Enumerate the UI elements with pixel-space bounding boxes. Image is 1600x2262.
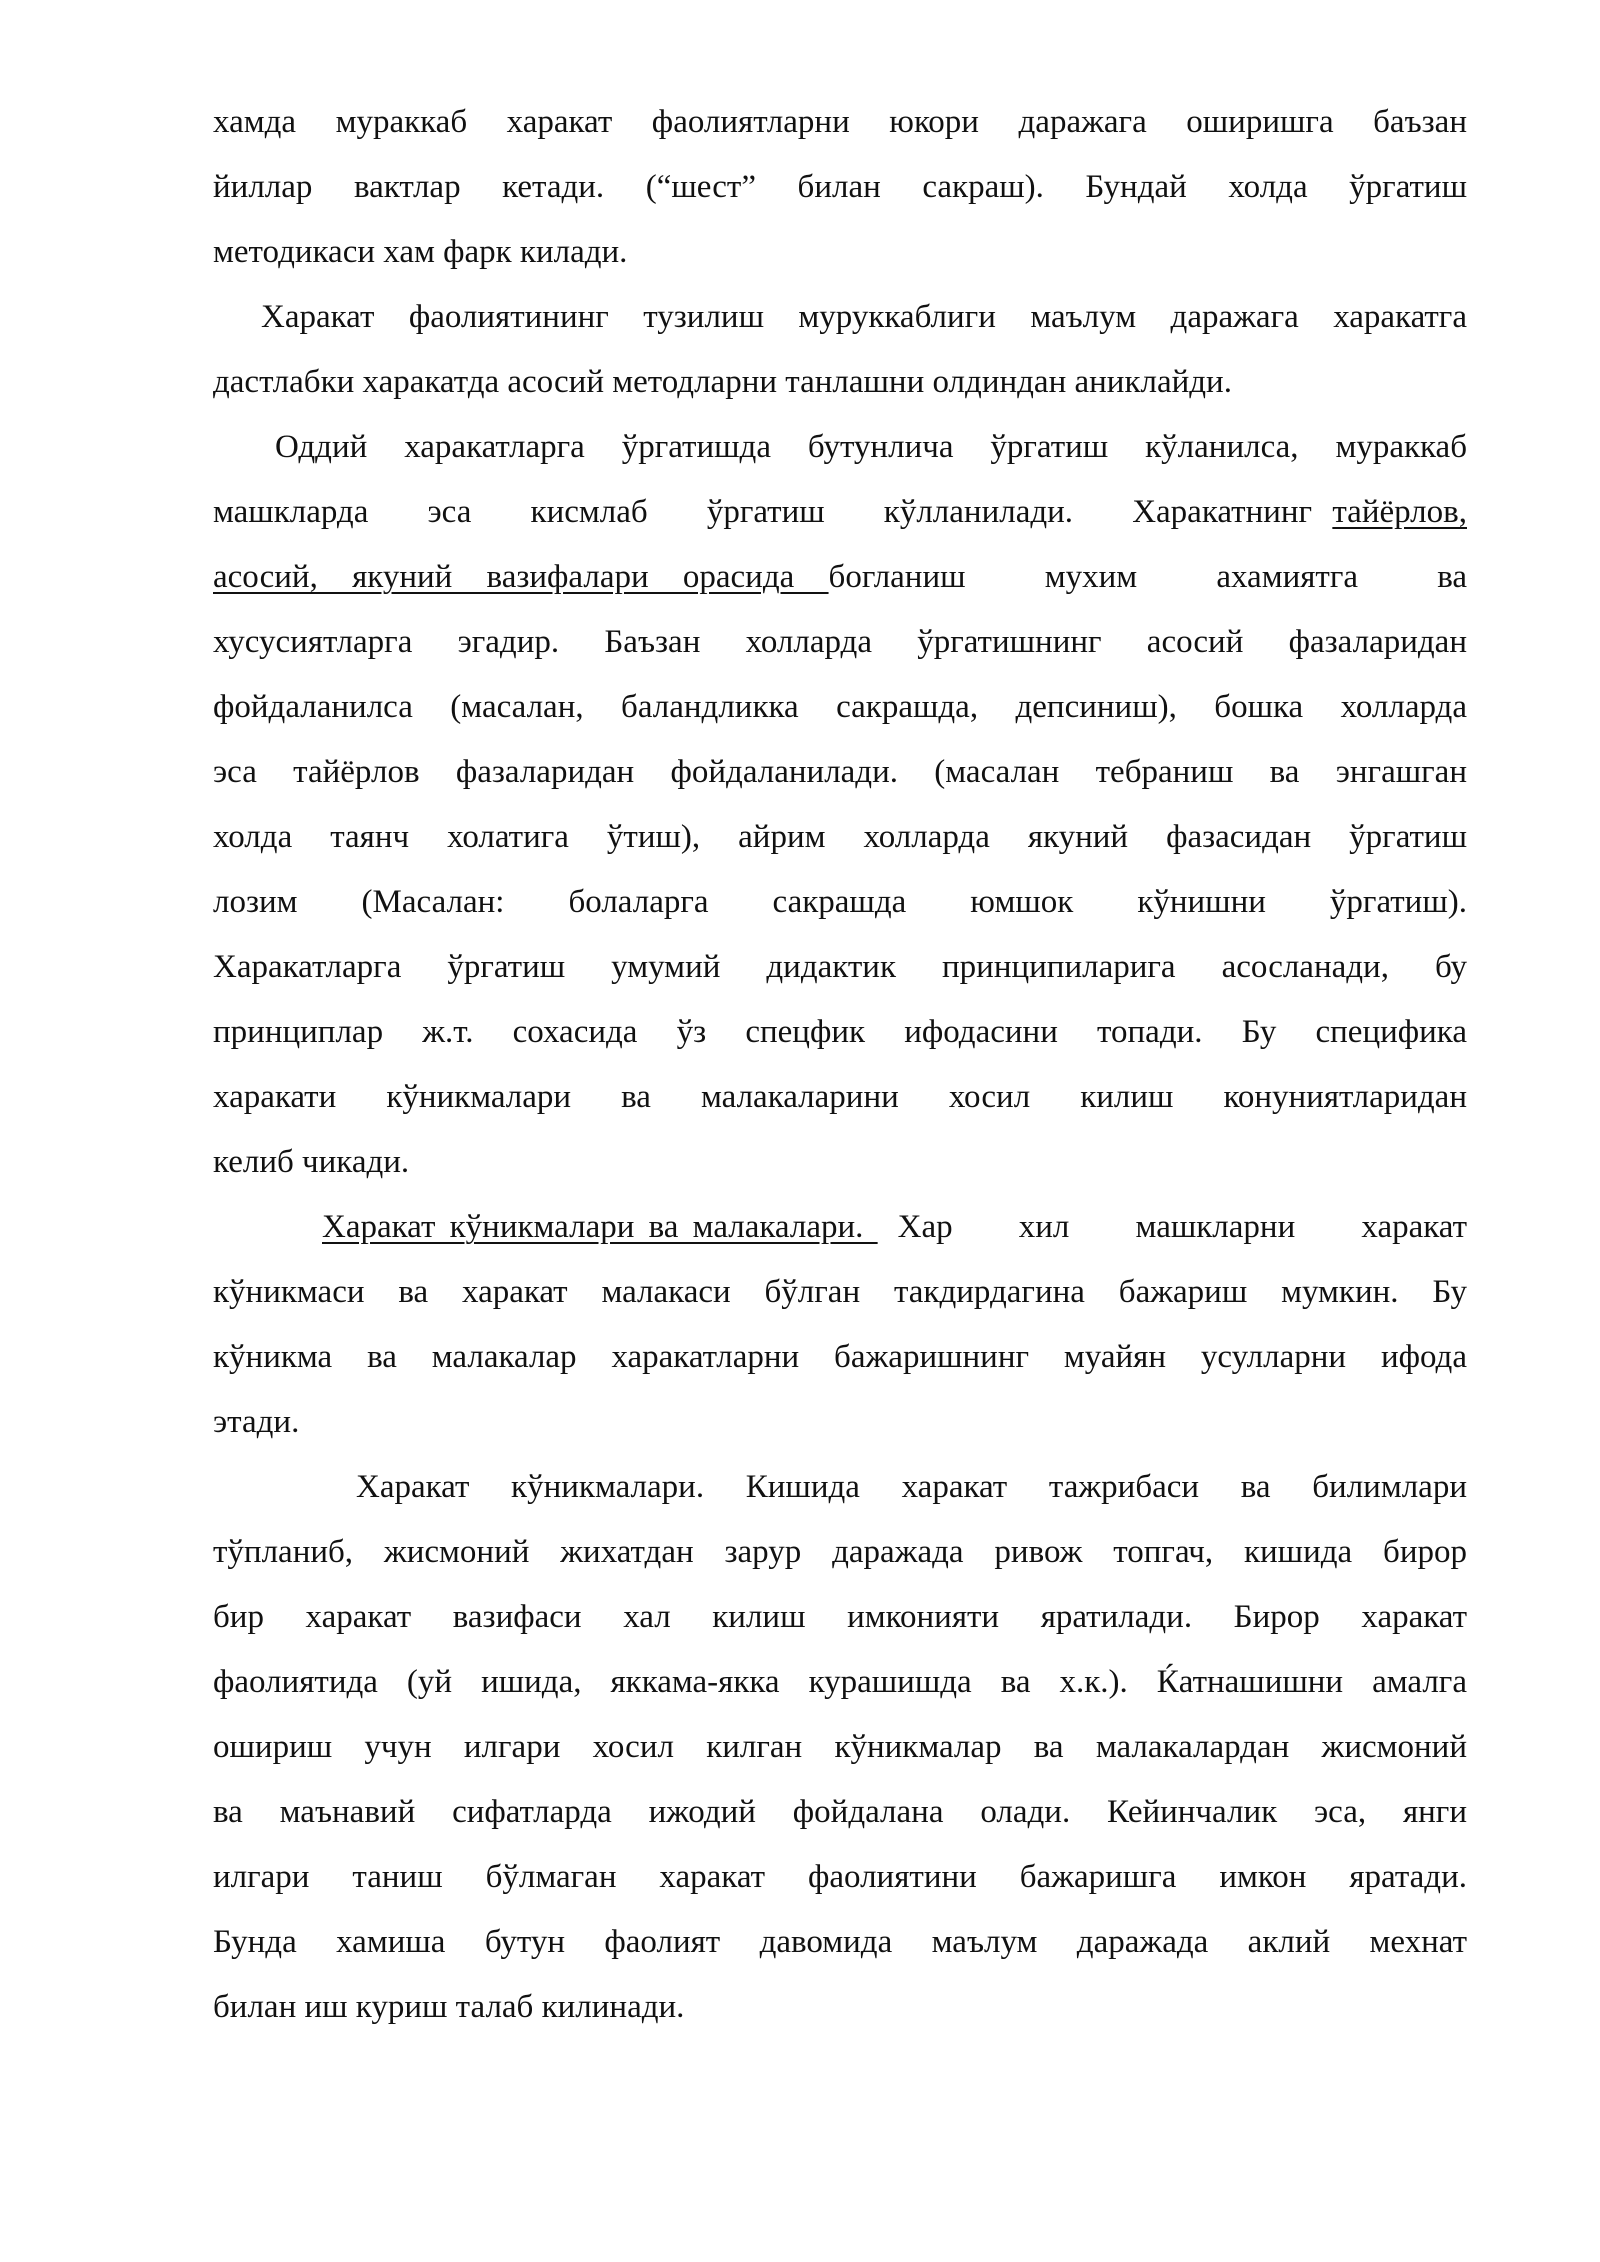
text-line: эса тайёрлов фазаларидан фойдаланилади. (масалан тебраниш ва энгашган <box>213 754 1467 790</box>
text-line: хусусиятларга эгадир. Баъзан холларда ўргатишнинг асосий фазаларидан <box>213 624 1467 660</box>
text-line <box>213 492 1467 532</box>
text-line: дастлабки харакатда асосий методларни танлашни олдиндан аниклайди. <box>213 364 1232 400</box>
text-line: илгари таниш бўлмаган харакат фаолиятини бажаришга имкон яратади. <box>213 1859 1467 1895</box>
text-line: Бунда хамиша бутун фаолият давомида маълум даражада аклий мехнат <box>213 1924 1467 1960</box>
paragraph-start-line: Оддий харакатларга ўргатишда бутунлича ўргатиш кўланилса, мураккаб <box>275 429 1467 465</box>
underlined-term: тайёрлов, <box>1332 494 1467 530</box>
text-line: хамда мураккаб харакат фаолиятларни юкори даражага оширишга баъзан <box>213 104 1467 140</box>
text-line: принциплар ж.т. сохасида ўз спецфик ифодасини топади. Бу специфика <box>213 1014 1467 1050</box>
underlined-phrase: асосий, якуний вазифалари орасида <box>213 559 829 595</box>
text-line: фаолиятида (уй ишида, яккама-якка курашишда ва х.к.). Ќатнашишни амалга <box>213 1664 1467 1700</box>
section-heading: Харакат кўникмалари ва малакалари. <box>322 1209 878 1245</box>
text-segment: машкларда эса кисмлаб ўргатиш кўлланилади. Харакатнинг <box>213 494 1321 530</box>
text-segment: Хар хил машкларни харакат <box>897 1209 1467 1245</box>
text-line: харакати кўникмалари ва малакаларини хосил килиш конуниятларидан <box>213 1079 1467 1115</box>
text-segment: богланиш мухим ахамиятга ва <box>828 559 1467 595</box>
text-line: ошириш учун илгари хосил килган кўникмалар ва малакалардан жисмоний <box>213 1729 1467 1765</box>
text-line: этади. <box>213 1404 300 1440</box>
text-line: кўникма ва малакалар харакатларни бажаришнинг муайян усулларни ифода <box>213 1339 1467 1375</box>
paragraph-start-line: Харакат фаолиятининг тузилиш муруккаблиги маълум даражага харакатга <box>261 299 1467 335</box>
text-line: билан иш куриш талаб килинади. <box>213 1989 685 2025</box>
text-line: бир харакат вазифаси хал килиш имконияти яратилади. Бирор харакат <box>213 1599 1467 1635</box>
text-line: тўпланиб, жисмоний жихатдан зарур даражада ривож топгач, кишида бирор <box>213 1534 1467 1570</box>
text-line <box>213 557 1467 597</box>
text-line: кўникмаси ва харакат малакаси бўлган такдирдагина бажариш мумкин. Бу <box>213 1274 1467 1310</box>
text-line: йиллар вактлар кетади. (“шест” билан сакраш). Бундай холда ўргатиш <box>213 169 1467 205</box>
section-heading-line <box>322 1207 1467 1247</box>
text-line: фойдаланилса (масалан, баландликка сакрашда, депсиниш), бошка холларда <box>213 689 1467 725</box>
text-line: методикаси хам фарк килади. <box>213 234 628 270</box>
text-line: ва маънавий сифатларда ижодий фойдалана олади. Кейинчалик эса, янги <box>213 1794 1467 1830</box>
text-line: холда таянч холатига ўтиш), айрим холларда якуний фазасидан ўргатиш <box>213 819 1467 855</box>
paragraph-start-line: Харакат кўникмалари. Кишида харакат тажрибаси ва билимлари <box>356 1469 1467 1505</box>
text-line: Харакатларга ўргатиш умумий дидактик принципиларига асосланади, бу <box>213 949 1467 985</box>
text-line: келиб чикади. <box>213 1144 410 1180</box>
text-line: лозим (Масалан: болаларга сакрашда юмшок кўнишни ўргатиш). <box>213 884 1467 920</box>
